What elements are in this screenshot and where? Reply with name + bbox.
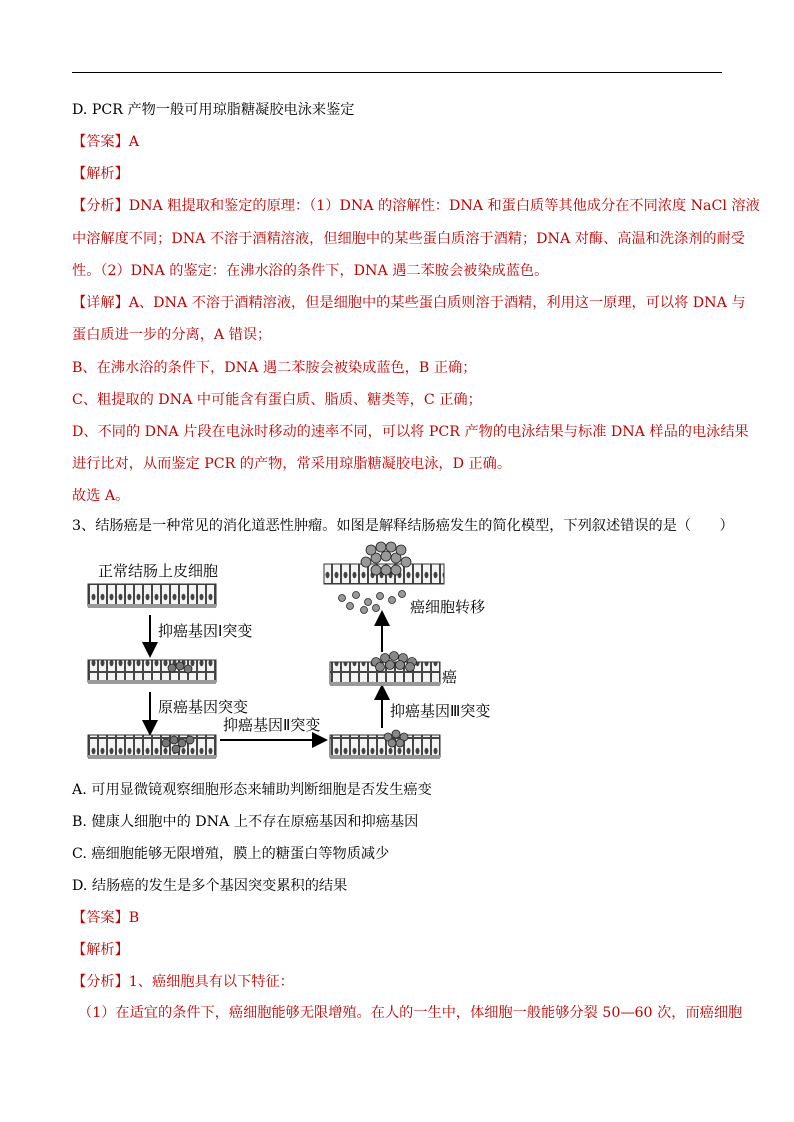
answer-label: 【答案】A — [72, 134, 139, 150]
analysis-text-2: 中溶解度不同；DNA 不溶于酒精溶液，但细胞中的某些蛋白质溶于酒精；DNA 对酶、高温和洗涤剂的耐受 — [72, 231, 745, 247]
epithelium-cancer — [330, 662, 440, 684]
option-d: D. 结肠癌的发生是多个基因突变累积的结果 — [72, 878, 348, 894]
label-metastasis: 癌细胞转移 — [410, 598, 486, 616]
label-step1: 抑癌基因Ⅰ突变 — [158, 622, 253, 640]
epithelium-normal — [88, 584, 216, 606]
analysis-text-3: 性。（2）DNA 的鉴定：在沸水浴的条件下，DNA 遇二苯胺会被染成蓝色。 — [72, 263, 549, 279]
option-c: C. 癌细胞能够无限增殖，膜上的糖蛋白等物质减少 — [72, 846, 390, 862]
option-b: B. 健康人细胞中的 DNA 上不存在原癌基因和抑癌基因 — [72, 814, 419, 830]
option-a: A. 可用显微镜观察细胞形态来辅助判断细胞是否发生癌变 — [72, 782, 432, 798]
colon-cancer-diagram — [80, 540, 520, 770]
detail-d-1: D、不同的 DNA 片段在电泳时移动的速率不同，可以将 PCR 产物的电泳结果与标准 DNA 样品的电泳结果 — [72, 424, 749, 440]
header-rule — [72, 72, 722, 73]
detail-b: B、在沸水浴的条件下，DNA 遇二苯胺会被染成蓝色，B 正确； — [72, 360, 477, 376]
label-normal: 正常结肠上皮细胞 — [98, 562, 219, 580]
analysis-2-text-2: （1）在适宜的条件下，癌细胞能够无限增殖。在人的一生中，体细胞一般能够分裂 50—60 次，而癌细胞 — [78, 1005, 743, 1021]
analysis-text-1: 【分析】DNA 粗提取和鉴定的原理：（1）DNA 的溶解性：DNA 和蛋白质等其他成分在不同浓度 NaCl 溶液 — [72, 198, 760, 214]
label-step3: 抑癌基因Ⅱ突变 — [223, 716, 321, 734]
detail-c: C、粗提取的 DNA 中可能含有蛋白质、脂质、糖类等，C 正确； — [72, 392, 482, 408]
answer-label-2: 【答案】B — [72, 910, 140, 926]
choose-answer: 故选 A。 — [72, 488, 130, 504]
analysis-heading-2: 【解析】 — [72, 942, 129, 958]
detail-text-1: 【详解】A、DNA 不溶于酒精溶液，但是细胞中的某些蛋白质则溶于酒精，利用这一原理，可以将 DNA 与 — [72, 295, 746, 311]
epithelium-step1 — [88, 660, 216, 682]
escaping-cells — [339, 591, 406, 614]
detail-d-2: 进行比对，从而鉴定 PCR 的产物，常采用琼脂糖凝胶电泳，D 正确。 — [72, 456, 512, 472]
epithelium-step2 — [88, 735, 216, 757]
analysis-heading: 【解析】 — [72, 166, 129, 182]
option-d-prev: D. PCR 产物一般可用琼脂糖凝胶电泳来鉴定 — [72, 102, 355, 118]
analysis-2-text-1: 【分析】1、癌细胞具有以下特征： — [72, 974, 294, 990]
label-step2: 原癌基因突变 — [158, 698, 249, 716]
label-step4: 抑癌基因Ⅲ突变 — [390, 702, 491, 720]
label-cancer: 癌 — [442, 668, 458, 686]
question-3-stem: 3、结肠癌是一种常见的消化道恶性肿瘤。如图是解释结肠癌发生的简化模型，下列叙述错误的是（ ） — [72, 518, 734, 534]
detail-text-2: 蛋白质进一步的分离，A 错误； — [72, 327, 272, 343]
